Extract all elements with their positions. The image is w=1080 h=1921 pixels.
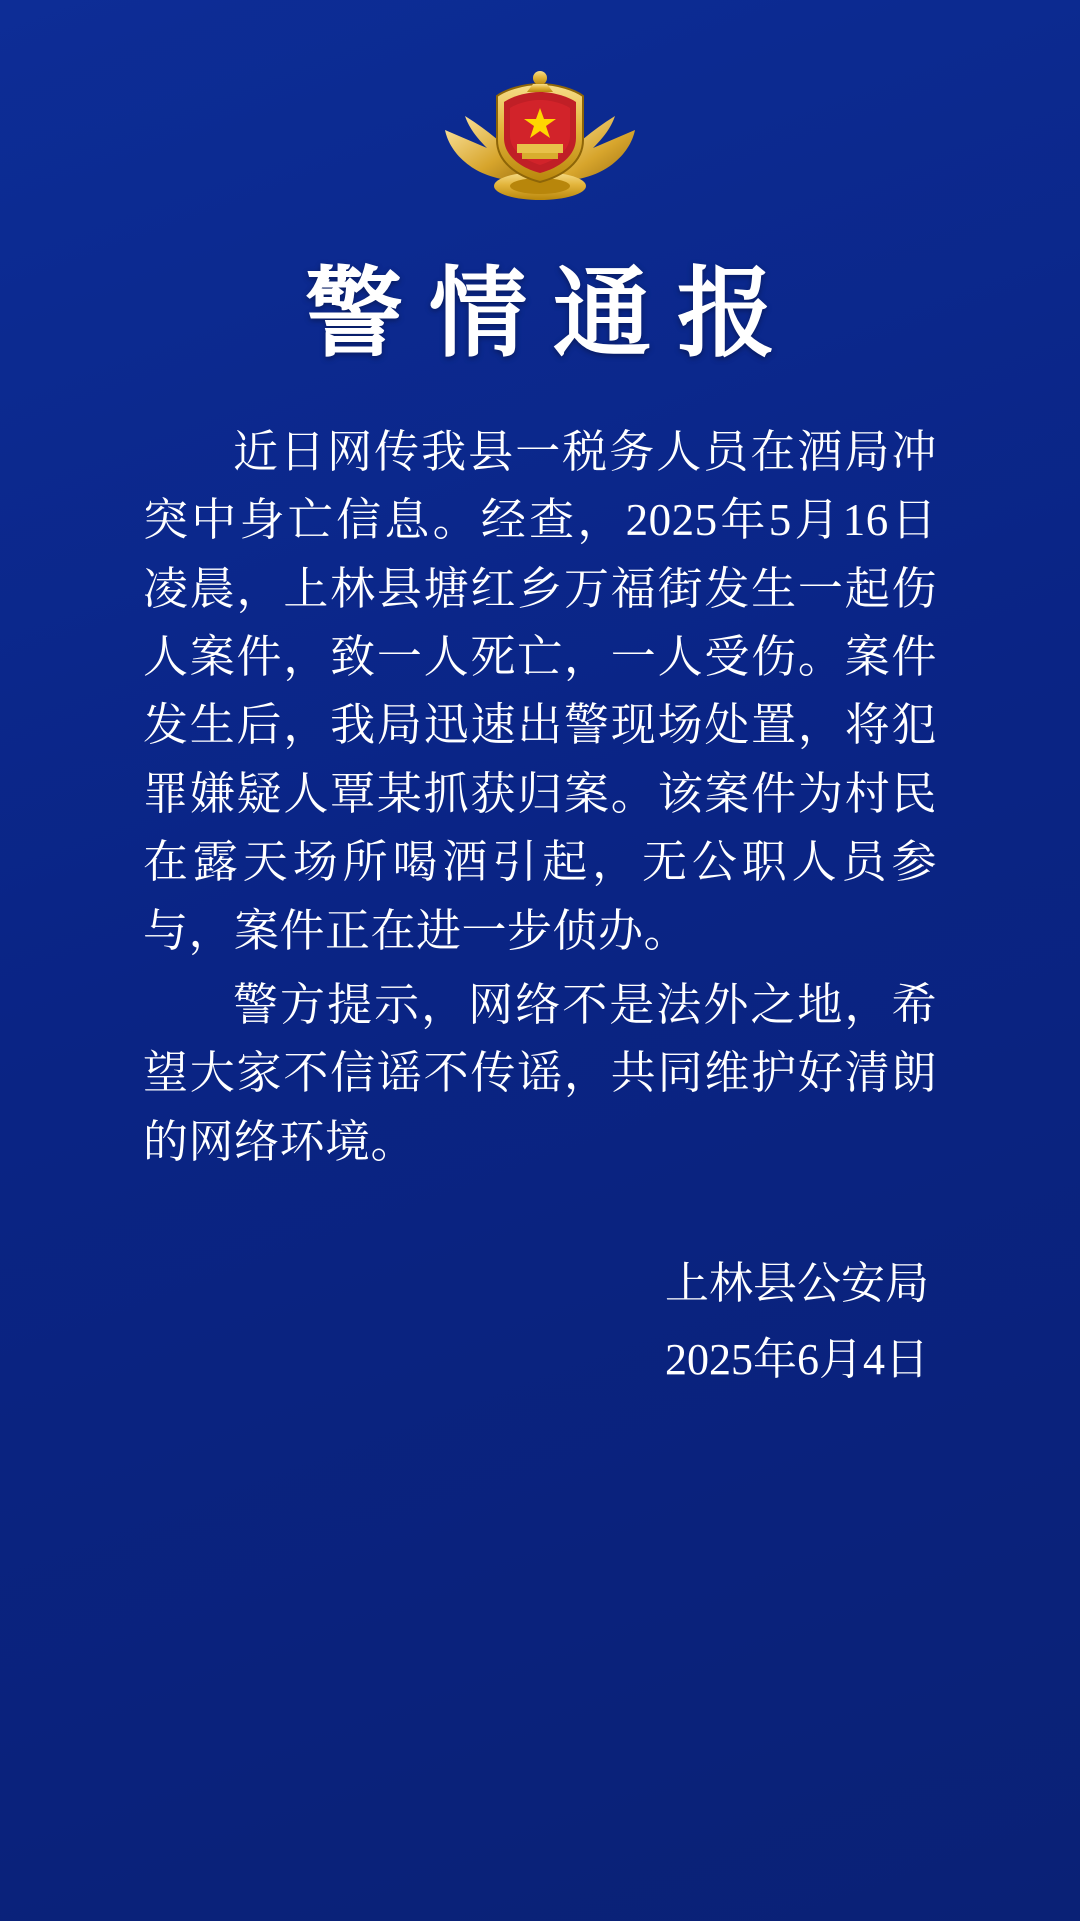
notice-body (143, 418, 937, 1176)
signature-block (143, 1246, 937, 1397)
notice-paragraph-1: 近日网传我县一税务人员在酒局冲突中身亡信息。经查，2025年5月16日凌晨，上林县塘红乡万福街发生一起伤人案件，致一人死亡，一人受伤。案件发生后，我局迅速出警现场处置，将犯罪嫌疑人覃某抓获归案。该案件为村民在露天场所喝酒引起，无公职人员参与，案件正在进一步侦办。 (143, 426, 937, 956)
signature-date: 2025年6月4日 (665, 1334, 929, 1384)
police-emblem-icon (425, 62, 655, 222)
emblem-container (0, 0, 1080, 222)
signature-issuer: 上林县公安局 (665, 1259, 929, 1309)
page-title: 警情通报 (304, 261, 801, 369)
notice-paragraph-2: 警方提示，网络不是法外之地，希望大家不信谣不传谣，共同维护好清朗的网络环境。 (143, 979, 937, 1167)
